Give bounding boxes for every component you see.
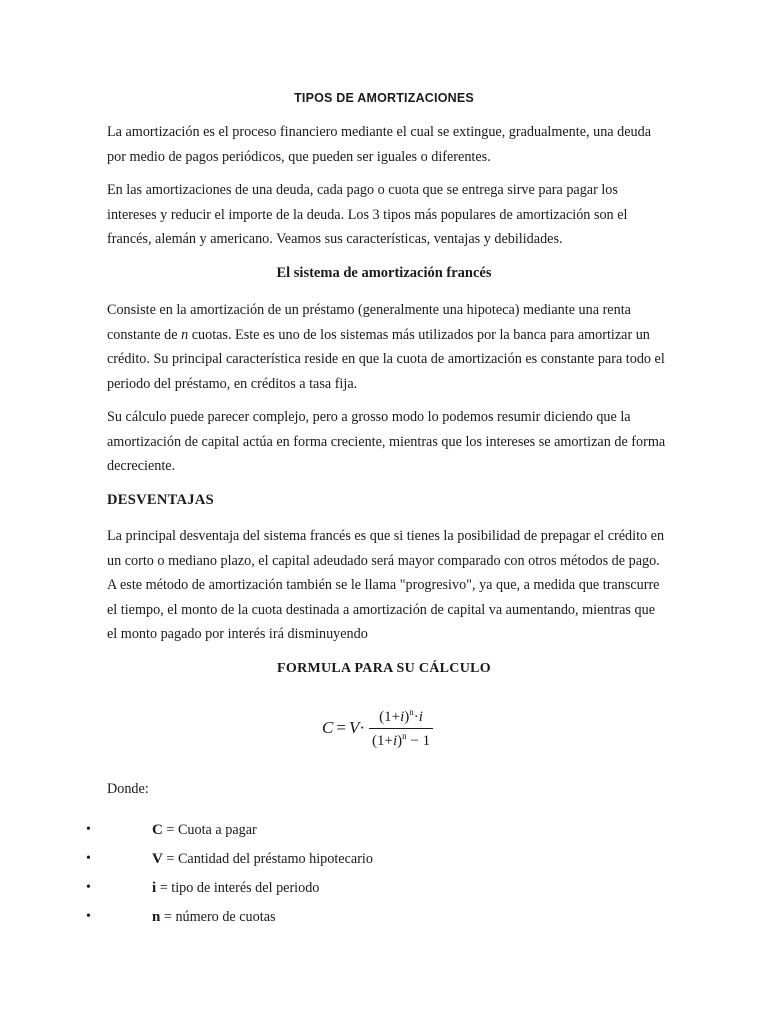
bullet-icon: •	[86, 822, 91, 837]
definition-key: n	[152, 909, 161, 925]
amortization-formula	[322, 700, 433, 756]
definition-i	[152, 880, 319, 897]
bullet-icon: •	[86, 909, 91, 924]
heading-disadvantages: DESVENTAJAS	[107, 492, 214, 508]
num-i: i	[400, 708, 405, 725]
num-i2: i	[418, 708, 423, 725]
where-label: Donde:	[107, 781, 149, 797]
paragraph-frances-text-a: Consiste en la amortización de un préstamo (generalmente una hipoteca) mediante una renta constante de	[107, 302, 631, 343]
num-base: (1+	[379, 708, 401, 725]
formula-equals: =	[336, 718, 346, 737]
variable-n: n	[181, 326, 189, 343]
definition-key: i	[152, 880, 157, 896]
definition-key: V	[152, 851, 163, 867]
den-minus: − 1	[406, 732, 431, 749]
formula-denominator	[369, 728, 433, 750]
list-item	[0, 880, 768, 909]
definition-v	[152, 851, 373, 868]
den-exp: n	[402, 730, 407, 741]
bullet-icon: •	[86, 851, 91, 866]
formula-v: V	[348, 718, 360, 737]
num-close: )	[404, 708, 410, 725]
heading-frances-system: El sistema de amortización francés	[276, 265, 492, 281]
definition-text: = tipo de interés del periodo	[156, 880, 320, 896]
heading-formula: FORMULA PARA SU CÁLCULO	[277, 661, 491, 676]
document-title: TIPOS DE AMORTIZACIONES	[294, 91, 474, 105]
list-item	[0, 909, 768, 938]
formula-c: C	[322, 718, 334, 737]
num-exp: n	[409, 706, 414, 717]
definition-key: C	[152, 822, 163, 838]
den-base: (1+	[372, 732, 393, 749]
paragraph-disadvantages: La principal desventaja del sistema francés es que si tienes la posibilidad de prepagar el crédito en un corto o mediano plazo, el capital adeudado será mayor comparado con otros métodos de pago. A este método de amortización también se le llama "progresivo", ya que, a medida que transcurre el tiempo, el monto de la cuota destinada a amortización de capital va aumentando, mientras que el monto pagado por interés irá disminuyendo	[107, 528, 665, 642]
definition-text: = Cuota a pagar	[162, 822, 257, 838]
definition-text: = número de cuotas	[160, 909, 276, 925]
paragraph-calculation: Su cálculo puede parecer complejo, pero a grosso modo lo podemos resumir diciendo que la amortización de capital actúa en forma creciente, mientras que los intereses se amortizan de forma decreciente.	[107, 409, 666, 474]
den-close: )	[397, 732, 403, 749]
bullet-icon: •	[86, 880, 91, 895]
formula-numerator	[376, 707, 426, 728]
formula-dot: ·	[359, 718, 365, 737]
definition-n	[152, 909, 276, 926]
paragraph-frances-text-b: cuotas. Este es uno de los sistemas más utilizados por la banca para amortizar un crédito. Su principal característica reside en que la cuota de amortización es constante para todo el periodo del préstamo, en créditos a tasa fija.	[107, 326, 665, 392]
definition-c	[152, 822, 257, 839]
list-item	[0, 822, 768, 851]
paragraph-frances-description	[107, 298, 667, 396]
paragraph-types: En las amortizaciones de una deuda, cada pago o cuota que se entrega sirve para pagar los intereses y reducir el importe de la deuda. Los 3 tipos más populares de amortización son el francés, alemán y americano. Veamos sus características, ventajas y debilidades.	[107, 182, 628, 247]
num-times: ·	[413, 708, 419, 725]
definition-text: = Cantidad del préstamo hipotecario	[162, 851, 373, 867]
formula-fraction	[369, 707, 433, 750]
paragraph-definition: La amortización es el proceso financiero mediante el cual se extingue, gradualmente, una deuda por medio de pagos periódicos, que pueden ser iguales o diferentes.	[107, 124, 652, 165]
definitions-list	[0, 822, 768, 938]
den-i: i	[392, 732, 398, 749]
list-item	[0, 851, 768, 880]
